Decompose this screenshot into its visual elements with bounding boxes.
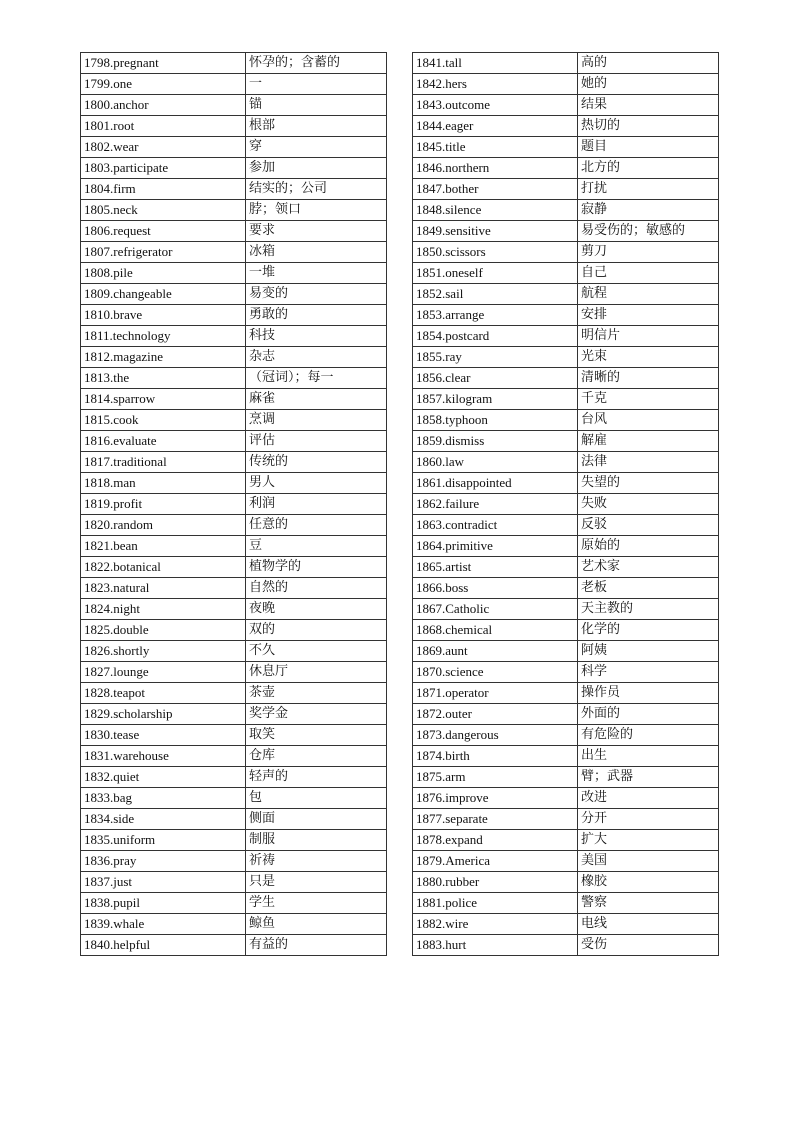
vocab-word: 1807.refrigerator [81,242,246,263]
vocab-meaning: 取笑 [246,725,387,746]
table-row [413,683,719,704]
vocab-word: 1855.ray [413,347,578,368]
vocab-word: 1800.anchor [81,95,246,116]
table-row [413,851,719,872]
vocab-meaning: （冠词）；每一 [246,368,387,389]
table-row [81,557,387,578]
vocab-meaning: 只是 [246,872,387,893]
vocab-word: 1808.pile [81,263,246,284]
vocab-meaning: 夜晚 [246,599,387,620]
table-row [413,872,719,893]
vocab-word: 1876.improve [413,788,578,809]
vocab-word: 1803.participate [81,158,246,179]
vocab-word: 1860.law [413,452,578,473]
vocab-meaning: 评估 [246,431,387,452]
vocab-meaning: 航程 [578,284,719,305]
table-row [413,914,719,935]
vocab-meaning: 臂；武器 [578,767,719,788]
table-row [81,284,387,305]
vocab-meaning: 原始的 [578,536,719,557]
vocab-word: 1875.arm [413,767,578,788]
vocab-word: 1859.dismiss [413,431,578,452]
vocab-word: 1831.warehouse [81,746,246,767]
vocab-meaning: 一 [246,74,387,95]
vocab-meaning: 包 [246,788,387,809]
vocab-word: 1854.postcard [413,326,578,347]
vocab-word: 1878.expand [413,830,578,851]
table-row [413,74,719,95]
vocab-word: 1799.one [81,74,246,95]
table-row [81,893,387,914]
vocab-word: 1882.wire [413,914,578,935]
vocab-word: 1845.title [413,137,578,158]
table-row [81,263,387,284]
vocab-word: 1824.night [81,599,246,620]
table-row [81,221,387,242]
vocab-meaning: 不久 [246,641,387,662]
vocab-meaning: 受伤 [578,935,719,956]
vocab-word: 1851.oneself [413,263,578,284]
vocab-meaning: 冰箱 [246,242,387,263]
vocab-meaning: 警察 [578,893,719,914]
vocab-word: 1862.failure [413,494,578,515]
vocab-meaning: 一堆 [246,263,387,284]
table-row [81,851,387,872]
vocab-table-left-body [81,53,387,956]
vocab-word: 1823.natural [81,578,246,599]
table-row [81,326,387,347]
vocab-meaning: 制服 [246,830,387,851]
vocab-word: 1811.technology [81,326,246,347]
table-row [81,368,387,389]
table-row [413,893,719,914]
table-row [413,599,719,620]
vocab-meaning: 易变的 [246,284,387,305]
vocab-meaning: 出生 [578,746,719,767]
vocab-meaning: 法律 [578,452,719,473]
table-row [81,620,387,641]
vocab-word: 1838.pupil [81,893,246,914]
table-row [413,263,719,284]
vocab-meaning: 任意的 [246,515,387,536]
vocab-meaning: 打扰 [578,179,719,200]
vocab-meaning: 植物学的 [246,557,387,578]
vocab-word: 1809.changeable [81,284,246,305]
vocab-meaning: 传统的 [246,452,387,473]
table-row [413,935,719,956]
table-row [81,431,387,452]
vocab-word: 1847.bother [413,179,578,200]
vocab-word: 1880.rubber [413,872,578,893]
vocab-meaning: 男人 [246,473,387,494]
table-row [413,557,719,578]
vocab-meaning: 杂志 [246,347,387,368]
vocab-word: 1815.cook [81,410,246,431]
table-row [81,536,387,557]
vocab-word: 1830.tease [81,725,246,746]
vocab-meaning: 有危险的 [578,725,719,746]
vocab-meaning: 高的 [578,53,719,74]
vocab-word: 1842.hers [413,74,578,95]
vocab-word: 1826.shortly [81,641,246,662]
table-row [81,242,387,263]
vocab-word: 1818.man [81,473,246,494]
table-row [81,872,387,893]
vocab-meaning: 锚 [246,95,387,116]
vocab-meaning: 麻雀 [246,389,387,410]
table-row [81,347,387,368]
table-row [81,578,387,599]
vocab-meaning: 光束 [578,347,719,368]
vocab-word: 1856.clear [413,368,578,389]
vocab-meaning: 侧面 [246,809,387,830]
vocab-word: 1812.magazine [81,347,246,368]
vocab-word: 1883.hurt [413,935,578,956]
vocab-meaning: 题目 [578,137,719,158]
vocab-word: 1813.the [81,368,246,389]
table-row [413,368,719,389]
vocab-word: 1829.scholarship [81,704,246,725]
vocab-meaning: 茶壶 [246,683,387,704]
vocab-word: 1835.uniform [81,830,246,851]
vocab-meaning: 阿姨 [578,641,719,662]
vocab-word: 1853.arrange [413,305,578,326]
table-row [81,473,387,494]
table-row [81,53,387,74]
vocab-word: 1817.traditional [81,452,246,473]
table-row [81,494,387,515]
vocab-meaning: 脖；领口 [246,200,387,221]
table-row [81,788,387,809]
vocab-meaning: 剪刀 [578,242,719,263]
vocab-meaning: 化学的 [578,620,719,641]
vocab-word: 1806.request [81,221,246,242]
table-row [413,494,719,515]
vocab-word: 1861.disappointed [413,473,578,494]
table-row [81,914,387,935]
table-row [81,662,387,683]
vocab-meaning: 双的 [246,620,387,641]
vocab-word: 1869.aunt [413,641,578,662]
table-row [81,599,387,620]
table-row [81,200,387,221]
table-row [81,641,387,662]
vocab-word: 1832.quiet [81,767,246,788]
vocab-meaning: 奖学金 [246,704,387,725]
table-row [413,95,719,116]
table-row [413,704,719,725]
table-row [413,515,719,536]
vocab-meaning: 失败 [578,494,719,515]
vocab-word: 1801.root [81,116,246,137]
vocab-meaning: 怀孕的；含蓄的 [246,53,387,74]
vocab-word: 1834.side [81,809,246,830]
vocab-meaning: 她的 [578,74,719,95]
vocab-meaning: 自己 [578,263,719,284]
vocab-word: 1866.boss [413,578,578,599]
table-row [81,389,387,410]
vocab-meaning: 根部 [246,116,387,137]
vocab-word: 1857.kilogram [413,389,578,410]
vocab-word: 1798.pregnant [81,53,246,74]
table-row [81,452,387,473]
vocab-meaning: 科技 [246,326,387,347]
table-row [413,830,719,851]
vocab-meaning: 要求 [246,221,387,242]
vocab-meaning: 勇敢的 [246,305,387,326]
table-row [413,662,719,683]
vocab-word: 1863.contradict [413,515,578,536]
table-row [413,410,719,431]
vocab-word: 1822.botanical [81,557,246,578]
vocab-word: 1870.science [413,662,578,683]
vocab-table-left [80,52,387,956]
table-row [81,116,387,137]
vocab-meaning: 结实的；公司 [246,179,387,200]
vocab-meaning: 豆 [246,536,387,557]
vocab-word: 1810.brave [81,305,246,326]
vocab-meaning: 千克 [578,389,719,410]
vocab-meaning: 美国 [578,851,719,872]
vocab-word: 1846.northern [413,158,578,179]
vocab-meaning: 祈祷 [246,851,387,872]
table-row [81,725,387,746]
vocab-word: 1804.firm [81,179,246,200]
vocab-word: 1877.separate [413,809,578,830]
table-row [413,221,719,242]
table-row [81,74,387,95]
vocab-word: 1805.neck [81,200,246,221]
table-row [81,746,387,767]
table-row [413,284,719,305]
vocab-meaning: 科学 [578,662,719,683]
vocab-meaning: 鲸鱼 [246,914,387,935]
table-row [81,95,387,116]
vocab-meaning: 参加 [246,158,387,179]
vocab-word: 1871.operator [413,683,578,704]
table-row [413,452,719,473]
vocab-word: 1850.scissors [413,242,578,263]
vocab-word: 1820.random [81,515,246,536]
vocab-word: 1874.birth [413,746,578,767]
table-row [413,746,719,767]
vocab-word: 1873.dangerous [413,725,578,746]
vocab-meaning: 台风 [578,410,719,431]
vocab-meaning: 易受伤的；敏感的 [578,221,719,242]
vocab-meaning: 天主教的 [578,599,719,620]
table-row [81,158,387,179]
vocab-meaning: 学生 [246,893,387,914]
table-row [81,305,387,326]
vocab-meaning: 明信片 [578,326,719,347]
table-row [413,137,719,158]
vocab-word: 1814.sparrow [81,389,246,410]
vocab-meaning: 解雇 [578,431,719,452]
vocab-word: 1841.tall [413,53,578,74]
table-row [81,137,387,158]
vocab-meaning: 失望的 [578,473,719,494]
vocab-word: 1816.evaluate [81,431,246,452]
vocab-meaning: 热切的 [578,116,719,137]
vocab-meaning: 电线 [578,914,719,935]
vocab-meaning: 结果 [578,95,719,116]
vocab-meaning: 穿 [246,137,387,158]
vocab-meaning: 操作员 [578,683,719,704]
vocab-meaning: 改进 [578,788,719,809]
vocab-meaning: 反驳 [578,515,719,536]
vocab-word: 1867.Catholic [413,599,578,620]
vocab-meaning: 有益的 [246,935,387,956]
vocab-word: 1819.profit [81,494,246,515]
vocab-word: 1864.primitive [413,536,578,557]
table-row [413,179,719,200]
table-row [413,767,719,788]
table-row [81,683,387,704]
vocab-word: 1827.lounge [81,662,246,683]
table-row [413,725,719,746]
vocab-word: 1858.typhoon [413,410,578,431]
vocab-meaning: 清晰的 [578,368,719,389]
vocab-meaning: 烹调 [246,410,387,431]
table-row [81,515,387,536]
table-row [413,389,719,410]
vocab-word: 1848.silence [413,200,578,221]
table-row [81,704,387,725]
vocab-meaning: 橡胶 [578,872,719,893]
vocab-meaning: 分开 [578,809,719,830]
vocab-word: 1865.artist [413,557,578,578]
vocab-word: 1837.just [81,872,246,893]
table-row [81,410,387,431]
vocab-word: 1849.sensitive [413,221,578,242]
table-row [81,179,387,200]
vocab-meaning: 外面的 [578,704,719,725]
vocab-word: 1836.pray [81,851,246,872]
table-row [413,473,719,494]
table-row [413,116,719,137]
table-row [413,431,719,452]
vocab-word: 1825.double [81,620,246,641]
vocab-meaning: 自然的 [246,578,387,599]
vocab-meaning: 寂静 [578,200,719,221]
table-row [413,788,719,809]
vocab-meaning: 轻声的 [246,767,387,788]
vocab-meaning: 北方的 [578,158,719,179]
vocab-table-right-body [413,53,719,956]
vocab-meaning: 休息厅 [246,662,387,683]
vocab-word: 1852.sail [413,284,578,305]
table-row [413,53,719,74]
vocab-word: 1843.outcome [413,95,578,116]
table-row [81,935,387,956]
vocab-word: 1881.police [413,893,578,914]
vocab-word: 1840.helpful [81,935,246,956]
vocab-meaning: 安排 [578,305,719,326]
vocab-word: 1868.chemical [413,620,578,641]
table-row [413,536,719,557]
table-row [413,641,719,662]
vocab-meaning: 老板 [578,578,719,599]
table-row [81,809,387,830]
vocab-meaning: 艺术家 [578,557,719,578]
table-row [413,200,719,221]
vocab-word: 1844.eager [413,116,578,137]
table-row [413,347,719,368]
vocab-table-right [412,52,719,956]
vocab-meaning: 扩大 [578,830,719,851]
vocab-word: 1833.bag [81,788,246,809]
vocab-meaning: 仓库 [246,746,387,767]
vocab-word: 1872.outer [413,704,578,725]
table-row [413,158,719,179]
table-row [413,305,719,326]
vocab-meaning: 利润 [246,494,387,515]
table-row [413,620,719,641]
table-row [413,242,719,263]
table-row [413,326,719,347]
vocab-word: 1828.teapot [81,683,246,704]
vocab-word: 1879.America [413,851,578,872]
table-row [413,578,719,599]
table-row [413,809,719,830]
vocab-word: 1839.whale [81,914,246,935]
table-row [81,830,387,851]
vocab-word: 1802.wear [81,137,246,158]
table-row [81,767,387,788]
vocab-word: 1821.bean [81,536,246,557]
